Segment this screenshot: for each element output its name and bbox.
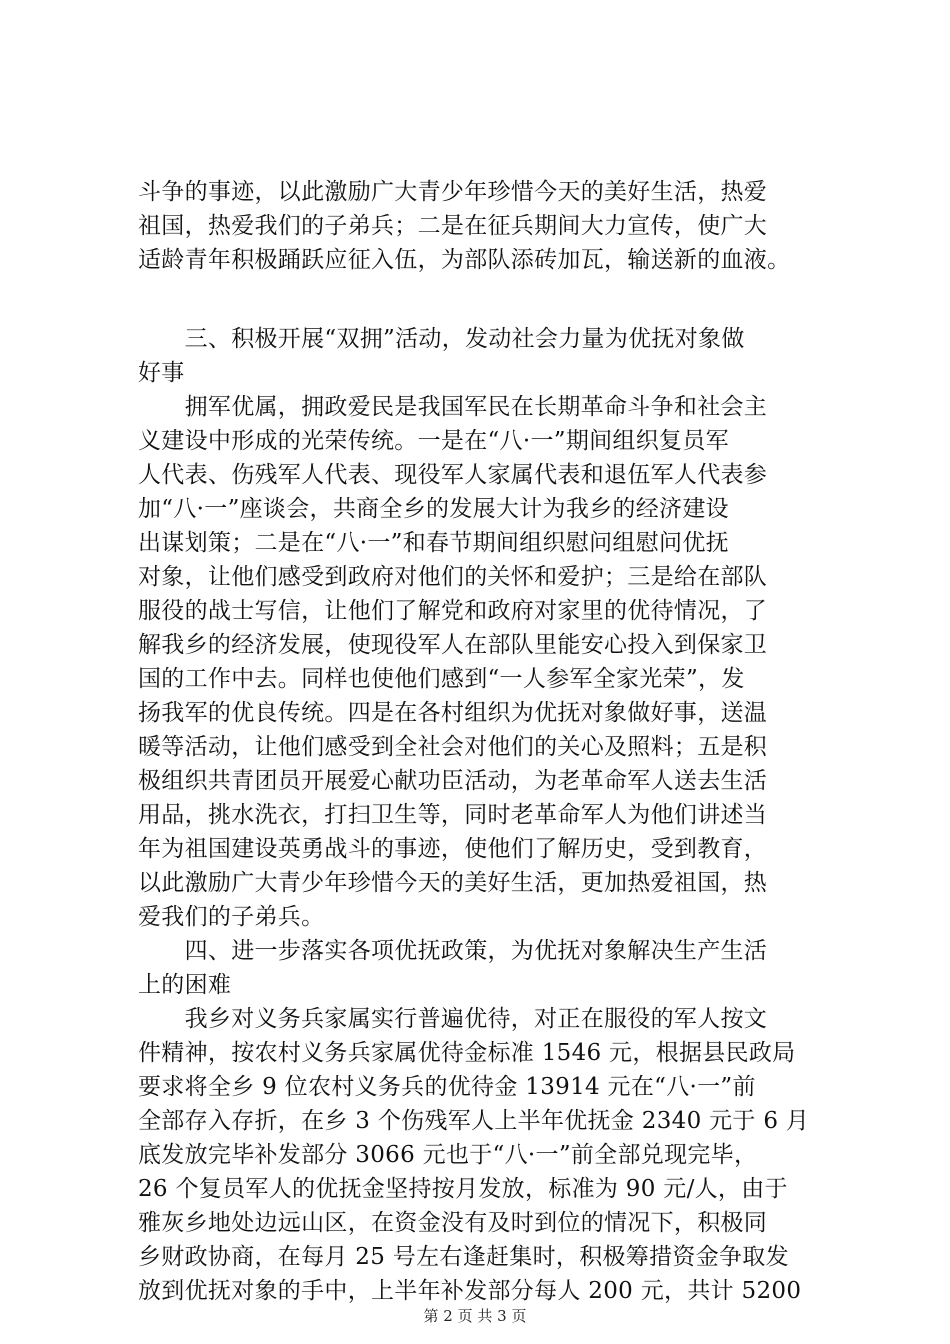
text-line: 适龄青年积极踊跃应征入伍，为部队添砖加瓦，输送新的血液。 [138, 247, 791, 273]
text-line: 义建设中形成的光荣传统。一是在“八·一”期间组织复员军 [138, 428, 729, 454]
text-line: 加“八·一”座谈会，共商全乡的发展大计为我乡的经济建设 [138, 496, 729, 522]
text-line: 人代表、伤残军人代表、现役军人家属代表和退伍军人代表参 [138, 462, 768, 488]
text-line: 放到优抚对象的手中，上半年补发部分每人 200 元，共计 5200 [138, 1278, 802, 1304]
page-footer [0, 1305, 950, 1326]
text-line: 国的工作中去。同样也使他们感到“一人参军全家光荣”，发 [138, 666, 745, 692]
text-line: 底发放完毕补发部分 3066 元也于“八·一”前全部兑现完毕， [138, 1142, 758, 1168]
text-line: 扬我军的优良传统。四是在各村组织为优抚对象做好事，送温 [138, 700, 768, 726]
text-line: 拥军优属，拥政爱民是我国军民在长期革命斗争和社会主 [138, 394, 768, 420]
text-line: 服役的战士写信，让他们了解党和政府对家里的优待情况，了 [138, 598, 768, 624]
text-line: 要求将全乡 9 位农村义务兵的优待金 13914 元在“八·一”前 [138, 1074, 756, 1100]
text-line: 暖等活动，让他们感受到全社会对他们的关心及照料；五是积 [138, 734, 768, 760]
section-heading-3-cont: 好事 [138, 360, 185, 386]
paragraph-gap [138, 277, 838, 322]
text-line: 件精神，按农村义务兵家属优待金标准 1546 元，根据县民政局 [138, 1040, 796, 1066]
page-number-label: 第 2 页 共 3 页 [423, 1307, 527, 1325]
section-heading-4: 四、进一步落实各项优抚政策，为优抚对象解决生产生活 [138, 938, 768, 964]
document-body [138, 175, 838, 1308]
text-line: 解我乡的经济发展，使现役军人在部队里能安心投入到保家卫 [138, 632, 768, 658]
text-line: 对象，让他们感受到政府对他们的关怀和爱护；三是给在部队 [138, 564, 768, 590]
text-line: 用品，挑水洗衣，打扫卫生等，同时老革命军人为他们讲述当 [138, 802, 768, 828]
text-line: 爱我们的子弟兵。 [138, 904, 325, 930]
text-line: 极组织共青团员开展爱心献功臣活动，为老革命军人送去生活 [138, 768, 768, 794]
text-line: 乡财政协商，在每月 25 号左右逢赶集时，积极筹措资金争取发 [138, 1244, 789, 1270]
text-line: 年为祖国建设英勇战斗的事迹，使他们了解历史，受到教育， [138, 836, 768, 862]
text-line: 出谋划策；二是在“八·一”和春节期间组织慰问组慰问优抚 [138, 530, 729, 556]
text-line: 以此激励广大青少年珍惜今天的美好生活，更加热爱祖国，热 [138, 870, 768, 896]
text-line: 雅灰乡地处边远山区，在资金没有及时到位的情况下，积极同 [138, 1210, 768, 1236]
section-heading-4-cont: 上的困难 [138, 972, 232, 998]
section-heading-3: 三、积极开展“双拥”活动，发动社会力量为优抚对象做 [138, 326, 745, 352]
text-line: 祖国，热爱我们的子弟兵；二是在征兵期间大力宣传，使广大 [138, 213, 768, 239]
text-line: 全部存入存折，在乡 3 个伤残军人上半年优抚金 2340 元于 6 月 [138, 1108, 810, 1134]
text-line: 26 个复员军人的优抚金坚持按月发放，标准为 90 元/人，由于 [138, 1176, 788, 1202]
text-line: 斗争的事迹，以此激励广大青少年珍惜今天的美好生活，热爱 [138, 179, 768, 205]
text-line: 我乡对义务兵家属实行普遍优待，对正在服役的军人按文 [138, 1006, 768, 1032]
